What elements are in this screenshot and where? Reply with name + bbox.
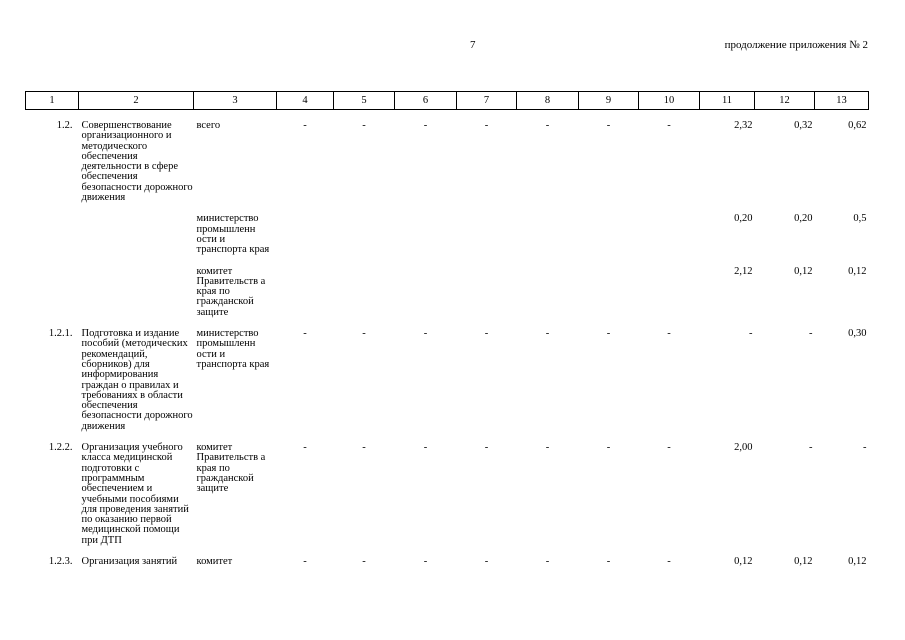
value-cell-col-7: -	[484, 328, 489, 340]
value-cell-col-4	[277, 214, 334, 255]
value-cell-col-6: -	[423, 120, 428, 131]
appendix-table	[25, 91, 869, 578]
value-cell-col-5: -	[362, 555, 366, 567]
activity-name: Организация занятий	[81, 555, 178, 567]
value-cell-col-4: -	[303, 442, 307, 454]
value-cell-col-6: -	[423, 442, 428, 454]
value-cell-col-11: 2,32	[734, 120, 753, 131]
value-cell-col-6: -	[423, 328, 428, 340]
value-cell-col-7: -	[484, 555, 489, 567]
row-number: 1.2.3.	[48, 555, 73, 567]
value-cell-col-9: -	[606, 442, 611, 454]
responsible-organization: комитет Правительств а края по гражданской защите	[196, 265, 266, 318]
value-cell-col-10	[639, 214, 700, 255]
value-cell-col-5: -	[362, 328, 366, 340]
column-header-12: 12	[755, 92, 815, 110]
value-cell-col-12: 0,12	[794, 555, 813, 567]
table-row	[26, 121, 869, 203]
activity-name	[79, 214, 194, 255]
column-header-8: 8	[517, 92, 579, 110]
table-row	[26, 329, 869, 432]
value-cell-col-12: 0,12	[794, 265, 813, 277]
column-header-5: 5	[334, 92, 395, 110]
table-row	[26, 443, 869, 546]
value-cell-col-11: 2,12	[734, 265, 753, 277]
value-cell-col-12: -	[809, 442, 813, 454]
value-cell-col-13: 0,5	[853, 213, 867, 225]
column-header-10: 10	[639, 92, 700, 110]
value-cell-col-4	[277, 267, 334, 318]
column-header-2: 2	[79, 92, 194, 110]
value-cell-col-9: -	[606, 555, 611, 567]
value-cell-col-10: -	[667, 442, 671, 454]
value-cell-col-13: 0,62	[848, 120, 867, 131]
column-header-6: 6	[395, 92, 457, 110]
value-cell-col-10: -	[667, 555, 671, 567]
value-cell-col-7: -	[484, 120, 489, 131]
responsible-organization: министерство промышленн ости и транспорта края	[196, 328, 270, 370]
responsible-organization: комитет Правительств а края по гражданской защите	[196, 442, 266, 495]
row-number: 1.2.2.	[48, 442, 73, 454]
row-number: 1.2.1.	[48, 328, 73, 340]
value-cell-col-10: -	[667, 120, 671, 131]
table-body	[26, 110, 869, 579]
value-cell-col-4: -	[303, 555, 307, 567]
value-cell-col-5: -	[362, 120, 366, 131]
value-cell-col-12: 0,20	[794, 213, 813, 225]
row-number	[26, 214, 79, 255]
value-cell-col-8	[517, 267, 579, 318]
value-cell-col-9: -	[606, 120, 611, 131]
table-row	[26, 267, 869, 318]
value-cell-col-13: 0,30	[848, 328, 867, 340]
column-header-7: 7	[457, 92, 517, 110]
activity-name: Подготовка и издание пособий (методических рекомендаций, сборников) для информирования граждан о правилах и требованиях в области обеспечения безопасности дорожного движения	[81, 328, 193, 432]
value-cell-col-5	[334, 267, 395, 318]
value-cell-col-4: -	[303, 328, 307, 340]
responsible-organization: министерство промышленн ости и транспорта края	[196, 213, 270, 256]
value-cell-col-10: -	[667, 328, 671, 340]
value-cell-col-13: 0,12	[848, 265, 867, 277]
value-cell-col-6: -	[423, 555, 428, 567]
value-cell-col-6	[395, 214, 457, 255]
row-number: 1.2.	[56, 120, 73, 131]
row-number	[26, 267, 79, 318]
column-header-13: 13	[815, 92, 869, 110]
activity-name	[79, 267, 194, 318]
column-header-11: 11	[700, 92, 755, 110]
column-header-9: 9	[579, 92, 639, 110]
value-cell-col-9	[579, 214, 639, 255]
table-row	[26, 214, 869, 255]
value-cell-col-5	[334, 214, 395, 255]
responsible-organization: всего	[196, 120, 221, 131]
column-header-1: 1	[26, 92, 79, 110]
value-cell-col-7	[457, 267, 517, 318]
value-cell-col-13: 0,12	[848, 555, 867, 567]
value-cell-col-8: -	[545, 120, 550, 131]
value-cell-col-8	[517, 214, 579, 255]
value-cell-col-9: -	[606, 328, 611, 340]
value-cell-col-7	[457, 214, 517, 255]
page-number: 7	[470, 39, 476, 51]
value-cell-col-12: -	[809, 328, 813, 340]
activity-name: Совершенствование организационного и методического обеспечения деятельности в сфере обеспечения безопасности дорожного движения	[81, 120, 193, 204]
value-cell-col-4: -	[303, 120, 307, 131]
value-cell-col-9	[579, 267, 639, 318]
value-cell-col-11: 0,12	[734, 555, 753, 567]
responsible-organization: комитет	[196, 555, 233, 567]
value-cell-col-11: 2,00	[734, 442, 753, 454]
column-header-4: 4	[277, 92, 334, 110]
table-row	[26, 557, 869, 567]
column-header-3: 3	[194, 92, 277, 110]
value-cell-col-8: -	[545, 442, 550, 454]
value-cell-col-6	[395, 267, 457, 318]
value-cell-col-5: -	[362, 442, 366, 454]
column-header-row	[26, 92, 869, 110]
value-cell-col-8: -	[545, 328, 550, 340]
value-cell-col-11: -	[749, 328, 753, 340]
activity-name: Организация учебного класса медицинской подготовки с программным обеспечением и учебными пособиями для проведения занятий по оказанию первой медицинской помощи при ДТП	[81, 442, 189, 546]
value-cell-col-12: 0,32	[794, 120, 813, 131]
appendix-continuation-label: продолжение приложения № 2	[724, 39, 868, 51]
value-cell-col-10	[639, 267, 700, 318]
value-cell-col-7: -	[484, 442, 489, 454]
value-cell-col-11: 0,20	[734, 213, 753, 225]
value-cell-col-8: -	[545, 555, 550, 567]
value-cell-col-13: -	[863, 442, 867, 454]
